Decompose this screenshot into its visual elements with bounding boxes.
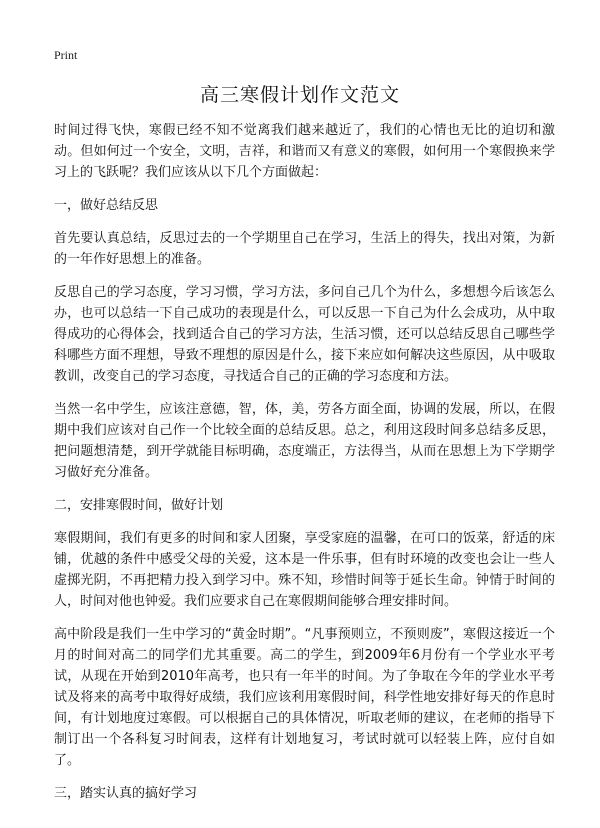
document-body	[54, 120, 555, 816]
document-title: 高三寒假计划作文范文	[199, 84, 400, 106]
print-link[interactable]: Print	[54, 48, 78, 62]
paragraph: 高中阶段是我们一生中学习的“黄金时期”。“凡事预则立，不预则废”，寒假这接近一个月的时间对高二的同学们尤其重要。高二的学生，到2009年6月份有一个学业水平考试，从现在开始到2010年高考，也只有一年半的时间。为了争取在今年的学业水平考试及将来的高考中取得好成绩，我们应该利用寒假时间，科学性地安排好每天的作息时间，有计划地度过寒假。可以根据自己的具体情况，听取老师的建议，在老师的指导下制订出一个各科复习时间表，这样有计划地复习，考试时就可以轻装上阵，应付自如了。	[54, 627, 555, 768]
intro-paragraph: 时间过得飞快，寒假已经不知不觉离我们越来越近了，我们的心情也无比的迫切和激动。但如何过一个安全，文明，吉祥，和谐而又有意义的寒假，如何用一个寒假换来学习上的飞跃呢？我们应该从以下几个方面做起：	[54, 123, 555, 180]
paragraph: 首先要认真总结，反思过去的一个学期里自己在学习，生活上的得失，找出对策，为新的一年作好思想上的准备。	[54, 231, 555, 267]
paragraph: 当然一名中学生，应该注意德，智，体，美，劳各方面全面，协调的发展，所以，在假期中我们应该对自己作一个比较全面的总结反思。总之，利用这段时间多总结多反思，把问题想清楚，到开学就能目标明确，态度端正，方法得当，从而在思想上为下学期学习做好充分准备。	[54, 402, 555, 480]
paragraph: 寒假期间，我们有更多的时间和家人团聚，享受家庭的温馨，在可口的饭菜，舒适的床铺，优越的条件中感受父母的关爱，这本是一件乐事，但有时环境的改变也会让一些人虚掷光阴，不再把精力投入到学习中。殊不知，珍惜时间等于延长生命。钟情于时间的人，时间对他也钟爱。我们应要求自己在寒假期间能够合理安排时间。	[54, 531, 555, 609]
paragraph: 反思自己的学习态度，学习习惯，学习方法，多问自己几个为什么，多想想今后该怎么办，也可以总结一下自己成功的表现是什么，可以反思一下自己为什么会成功，从中取得成功的心得体会，找到适合自己的学习方法，生活习惯，还可以总结反思自己哪些学科哪些方面不理想，导致不理想的原因是什么，接下来应如何解决这些原因，从中吸取教训，改变自己的学习态度，寻找适合自己的正确的学习态度和方法。	[54, 285, 555, 384]
section-heading-3: 三，踏实认真的搞好学习	[54, 786, 198, 801]
section-heading-1: 一，做好总结反思	[54, 198, 159, 213]
section-heading-2: 二，安排寒假时间，做好计划	[54, 498, 224, 513]
